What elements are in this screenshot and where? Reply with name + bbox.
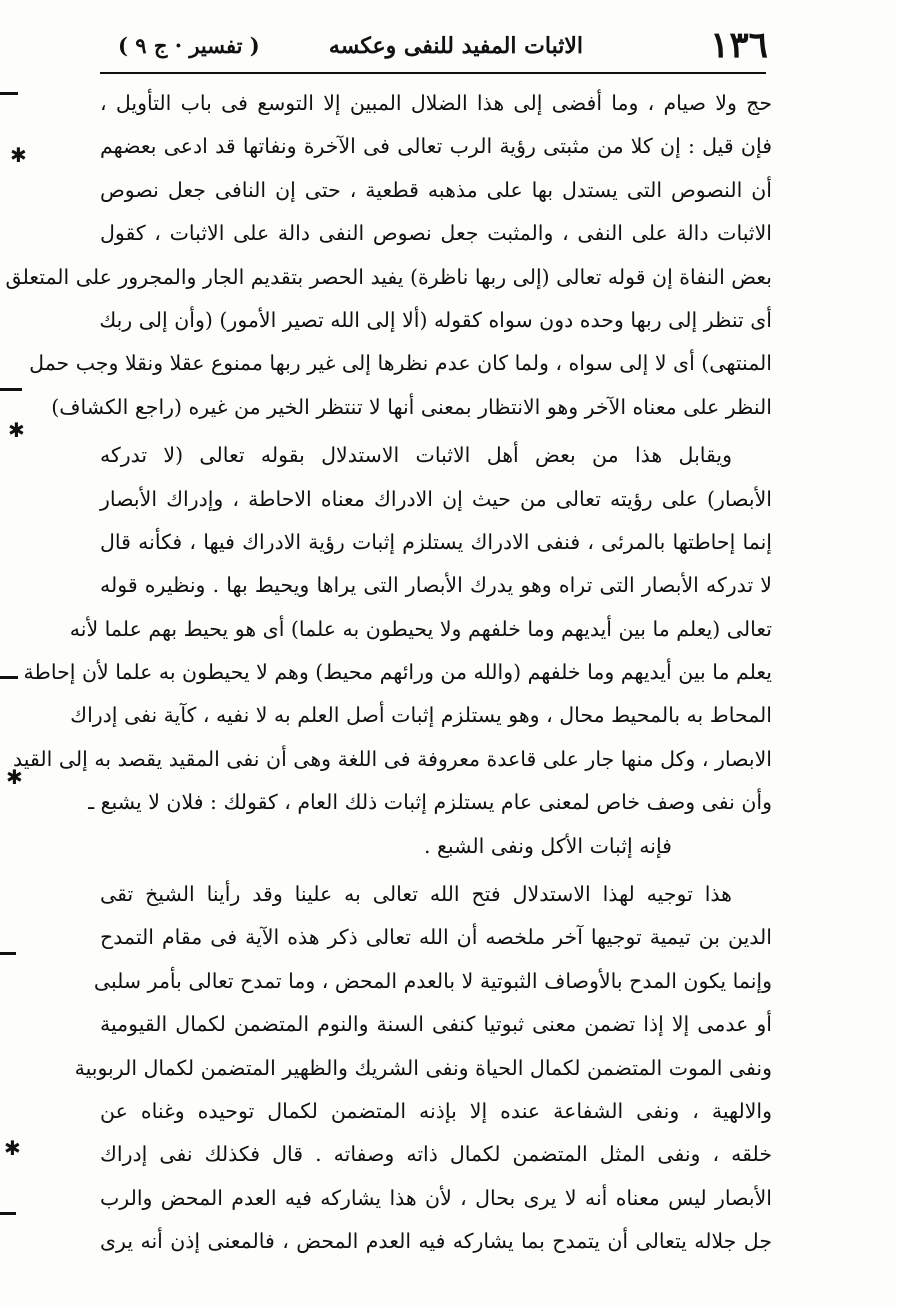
text-line: الأبصار ليس معناه أنه لا يرى بحال ، لأن هذا يشاركه فيه العدم المحض والرب [100, 1185, 772, 1210]
margin-asterisk-icon: ✱ [8, 418, 25, 442]
margin-dash-mark [0, 952, 16, 955]
margin-dash-mark [0, 388, 22, 391]
text-line: بعض النفاة إن قوله تعالى (إلى ربها ناظرة) يفيد الحصر بتقديم الجار والمجرور على المتعلق [5, 264, 772, 289]
text-line: ونفى الموت المتضمن لكمال الحياة ونفى الشريك والظهير المتضمن لكمال الربوبية [74, 1055, 772, 1080]
margin-asterisk-icon: ✱ [4, 1136, 21, 1160]
text-line: وإنما يكون المدح بالأوصاف الثبوتية لا بالعدم المحض ، وما تمدح تعالى بأمر سلبى [93, 968, 772, 993]
margin-asterisk-icon: ✱ [6, 765, 23, 789]
text-line: المنتهى) أى لا إلى سواه ، ولما كان عدم نظرها إلى غير ربها ممنوع عقلا ونقلا وجب حمل [29, 351, 772, 376]
margin-dash-mark [0, 676, 18, 679]
text-line: أى تنظر إلى ربها وحده دون سواه كقوله (ألا إلى الله تصير الأمور) (وأن إلى ربك [99, 307, 772, 332]
margin-dash-mark [0, 92, 18, 95]
text-line: حج ولا صيام ، وما أفضى إلى هذا الضلال المبين إلا التوسع فى باب التأويل ، [100, 91, 772, 115]
text-line: جل جلاله يتعالى أن يتمدح بما يشاركه فيه العدم المحض ، فالمعنى إذن أنه يرى [100, 1229, 772, 1254]
page-header [100, 22, 768, 72]
text-line: خلقه ، ونفى المثل المتضمن لكمال ذاته وصفاته . قال فكذلك نفى إدراك [100, 1142, 772, 1167]
text-line: الاثبات دالة على النفى ، والمثبت جعل نصوص النفى دالة على الاثبات ، كقول [100, 221, 772, 246]
margin-asterisk-icon: ✱ [10, 143, 27, 167]
section-label: ( تفسير · ج ٩ ) [118, 33, 260, 58]
text-line: فإن قيل : إن كلا من مثبتى رؤية الرب تعالى فى الآخرة ونفاتها قد ادعى بعضهم [100, 134, 772, 159]
body-text [5, 82, 772, 1264]
text-line: لا تدركه الأبصار التى تراه وهو يدرك الأبصار التى يراها ويحيط بها . ونظيره قوله [100, 573, 772, 598]
page-number: ١٣٦ [709, 24, 768, 66]
text-line: أن النصوص التى يستدل بها على مذهبه قطعية ، حتى إن النافى جعل نصوص [100, 177, 772, 202]
text-line: فإنه إثبات الأكل ونفى الشبع . [423, 833, 672, 858]
text-line: ويقابل هذا من بعض أهل الاثبات الاستدلال بقوله تعالى (لا تدركه [100, 443, 732, 468]
text-line: أو عدمى إلا إذا تضمن معنى ثبوتيا كنفى السنة والنوم المتضمن لكمال القيومية [100, 1012, 772, 1037]
text-line: الابصار ، وكل منها جار على قاعدة معروفة فى اللغة وهى أن نفى المقيد يقصد به إلى القيد [13, 746, 772, 771]
text-line: الأبصار) على رؤيته تعالى من حيث إن الادراك معناه الاحاطة ، وإدراك الأبصار [100, 486, 772, 511]
header-rule [100, 72, 766, 74]
text-line: إنما إحاطتها بالمرئى ، فنفى الادراك يستلزم إثبات رؤية الادراك فيها ، فكأنه قال [100, 529, 772, 554]
text-line: الدين بن تيمية توجيها آخر ملخصه أن الله تعالى ذكر هذه الآية فى مقام التمدح [100, 925, 772, 950]
margin-dash-mark [0, 1212, 16, 1215]
text-line: النظر على معناه الآخر وهو الانتظار بمعنى أنها لا تنتظر الخير من غيره (راجع الكشاف) [51, 394, 772, 419]
text-line: وأن نفى وصف خاص لمعنى عام يستلزم إثبات ذلك العام ، كقولك : فلان لا يشبع ـ [88, 790, 772, 815]
text-line: المحاط به بالمحيط محال ، وهو يستلزم إثبات أصل العلم به لا نفيه ، كآية نفى إدراك [70, 703, 772, 728]
text-line: والالهية ، ونفى الشفاعة عنده إلا بإذنه المتضمن لكمال توحيده وغناه عن [100, 1098, 772, 1123]
text-line: يعلم ما بين أيديهم وما خلفهم (والله من ورائهم محيط) وهم لا يحيطون به علما لأن إحاطة [23, 660, 772, 685]
running-title: الاثبات المفيد للنفى وعكسه [328, 33, 583, 59]
text-line: هذا توجيه لهذا الاستدلال فتح الله تعالى به علينا وقد رأينا الشيخ تقى [100, 882, 732, 907]
text-line: تعالى (يعلم ما بين أيديهم وما خلفهم ولا يحيطون به علما) أى هو يحيط بهم علما لأنه [69, 616, 772, 641]
